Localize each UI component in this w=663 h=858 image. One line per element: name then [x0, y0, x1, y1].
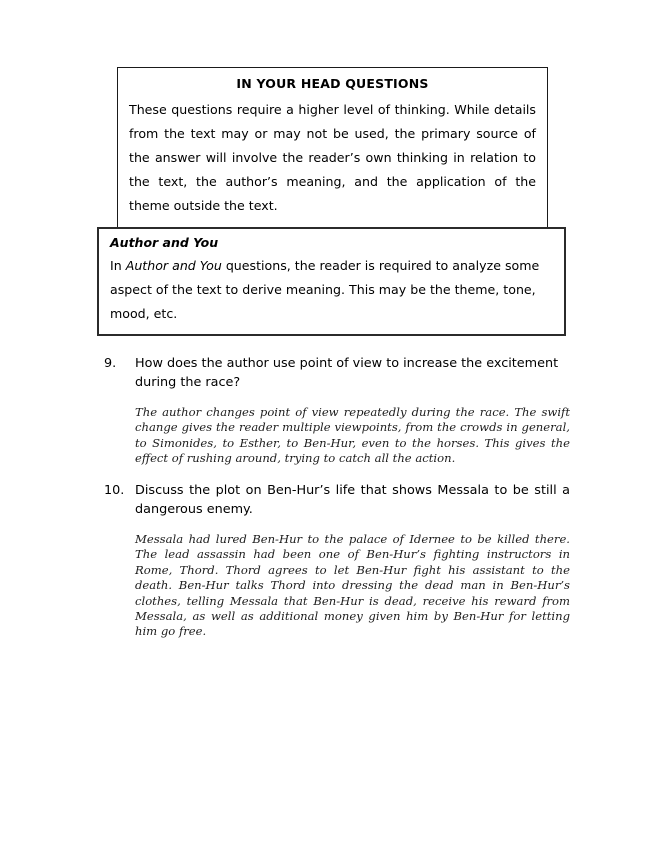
author-and-you-body-rest: questions, the reader is required to analyze some aspect of the text to derive meaning. This may be the theme, tone, mood, etc.	[110, 258, 540, 321]
question-answer-9: The author changes point of view repeatedly during the race. The swift change gives the reader multiple viewpoints, from the crowds in general, to Simonides, to Esther, to Ben-Hur, even to the horses. This gives the effect of rushing around, trying to catch all the action.	[135, 405, 570, 466]
author-and-you-body-lead: In	[110, 258, 126, 273]
question-block-10	[104, 481, 570, 640]
author-and-you-italic-term: Author and You	[125, 258, 222, 273]
question-number-10: 10.	[104, 483, 125, 498]
in-your-head-box-body: These questions require a higher level of thinking. While details from the text may or may not be used, the primary source of the answer will involve the reader’s own thinking in relation to the text, the author’s meaning, and the application of the theme outside the text.	[129, 102, 536, 213]
question-row-10	[104, 481, 570, 519]
question-number-9: 9.	[104, 356, 117, 371]
question-prompt-9: How does the author use point of view to increase the excitement during the race?	[135, 356, 559, 390]
question-prompt-10: Discuss the plot on Ben-Hur’s life that shows Messala to be still a dangerous enemy.	[135, 483, 570, 517]
in-your-head-questions-box	[117, 67, 548, 229]
author-and-you-box-body	[110, 254, 554, 326]
question-block-9	[104, 354, 570, 467]
in-your-head-box-title: IN YOUR HEAD QUESTIONS	[236, 76, 429, 91]
question-row-9	[104, 354, 570, 392]
author-and-you-box-title: Author and You	[110, 235, 219, 250]
author-and-you-box	[97, 227, 566, 336]
question-answer-10: Messala had lured Ben-Hur to the palace of Idernee to be killed there. The lead assassin had been one of Ben-Hur’s fighting instructors in Rome, Thord. Thord agrees to let Ben-Hur fight his assistant to the death. Ben-Hur talks Thord into dressing the dead man in Ben-Hur’s clothes, telling Messala that Ben-Hur is dead, receive his reward from Messala, as well as additional money given him by Ben-Hur for letting him go free.	[135, 532, 570, 639]
